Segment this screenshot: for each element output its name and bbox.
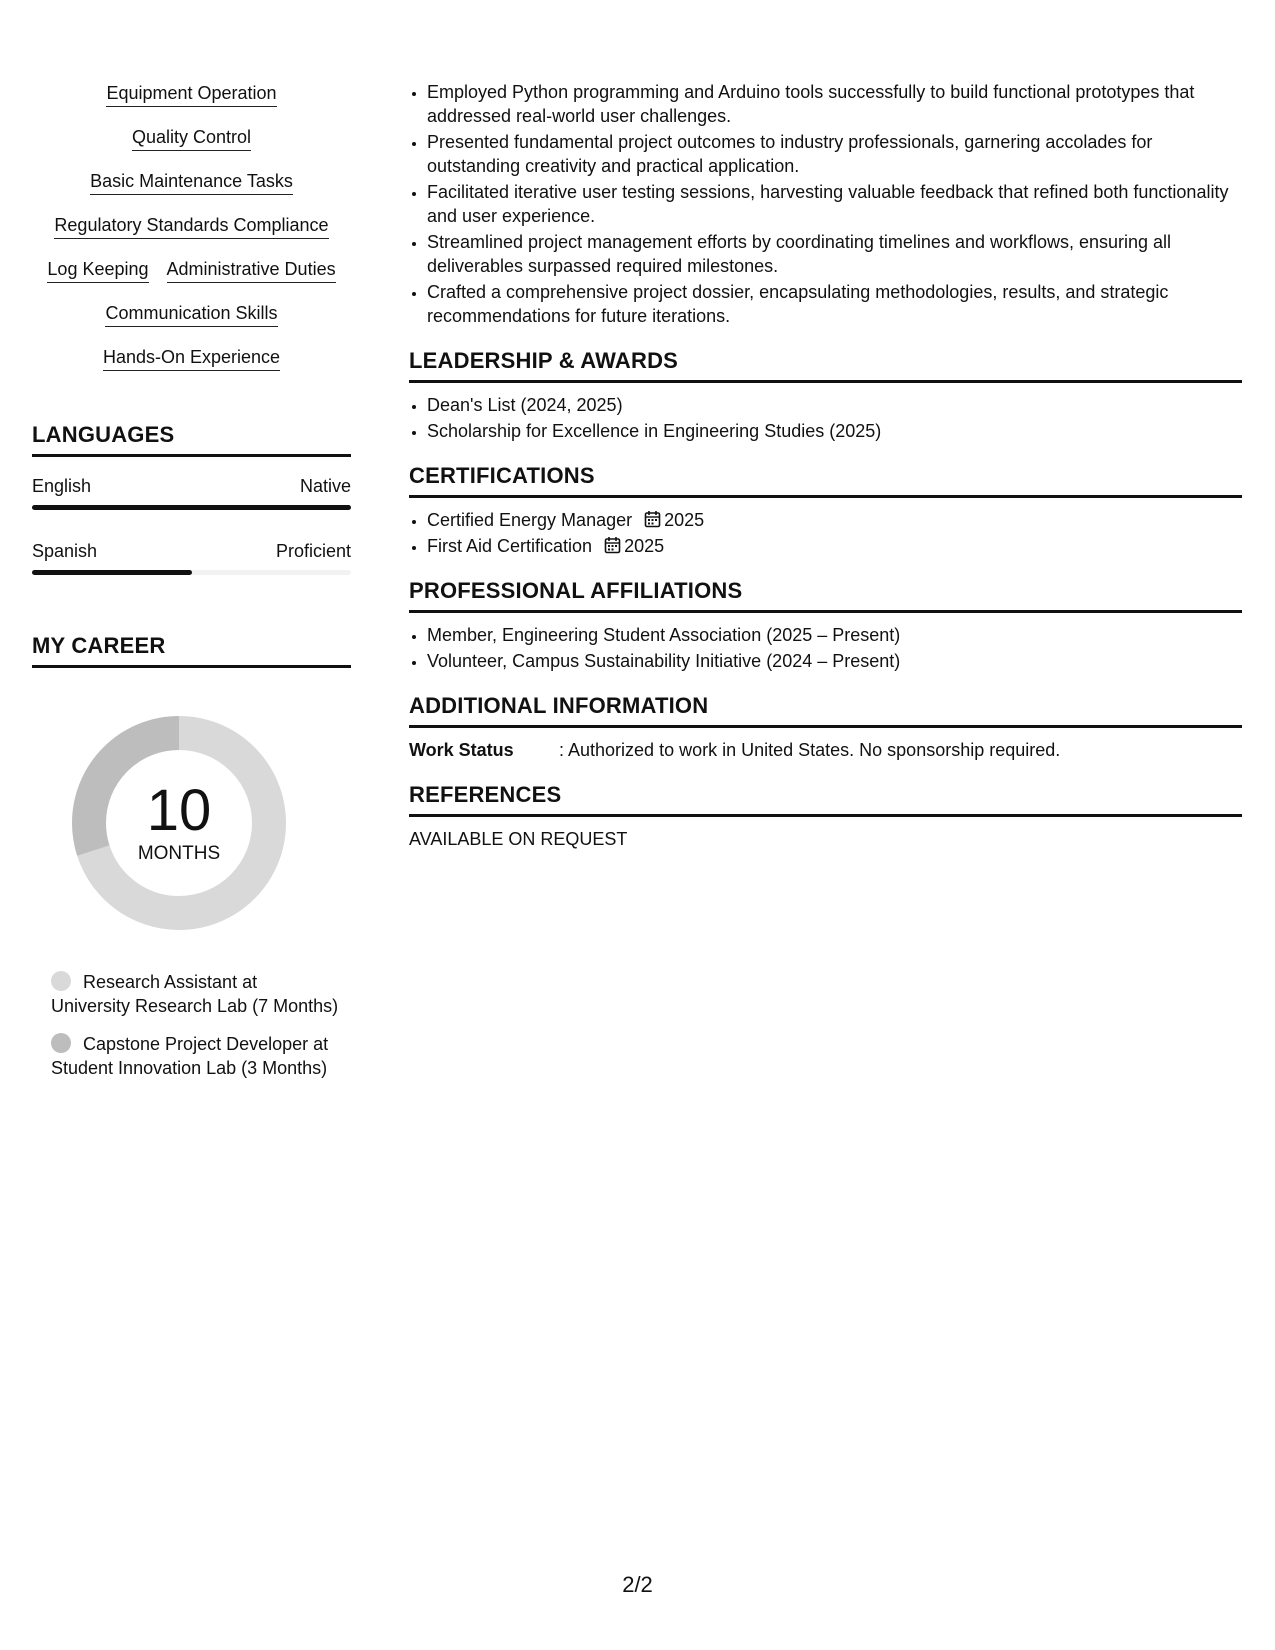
language-name: English (32, 476, 92, 496)
skill-row (132, 126, 251, 151)
language-bar (32, 505, 351, 510)
legend-dot (51, 1033, 71, 1053)
right-column (409, 80, 1242, 851)
left-column (32, 82, 351, 1094)
skill-row (105, 302, 277, 327)
certification-year: 2025 (664, 510, 705, 530)
language-item (32, 475, 351, 510)
skill-row (54, 214, 328, 239)
work-status-label: Work Status (409, 740, 514, 760)
affiliations-list (409, 623, 1242, 673)
list-item (427, 508, 1242, 532)
list-item: • Employed Python programming and Arduino tools successfully to build functional prototypes that addressed real-world user challenges. (427, 80, 1242, 128)
page-number: 2/2 (622, 1572, 653, 1597)
skill-tag: Basic Maintenance Tasks (90, 170, 293, 195)
list-item: • Presented fundamental project outcomes to industry professionals, garnering accolades for outstanding creativity and practical application. (427, 130, 1242, 178)
references-section (409, 782, 1242, 851)
languages-section (32, 422, 351, 575)
legend-label: Capstone Project Developer at Student Innovation Lab (3 Months) (51, 1034, 329, 1078)
work-status-row (409, 738, 1242, 762)
languages-title: LANGUAGES (32, 422, 351, 457)
list-item: • Crafted a comprehensive project dossier, encapsulating methodologies, results, and strategic recommendations for future iterations. (427, 280, 1242, 328)
list-item: • Facilitated iterative user testing sessions, harvesting valuable feedback that refined both functionality and user experience. (427, 180, 1242, 228)
leadership-section (409, 348, 1242, 443)
career-title: MY CAREER (32, 633, 351, 668)
leadership-title: LEADERSHIP & AWARDS (409, 348, 1242, 383)
language-bar-fill (32, 570, 192, 575)
list-item: • Volunteer, Campus Sustainability Initiative (2024 – Present) (427, 649, 1242, 673)
references-title: REFERENCES (409, 782, 1242, 817)
career-total-unit: MONTHS (137, 843, 221, 864)
career-donut-chart (66, 710, 292, 936)
language-name: Spanish (32, 541, 98, 561)
skill-tag: Communication Skills (105, 302, 277, 327)
affiliations-section (409, 578, 1242, 673)
skill-tag: Administrative Duties (167, 258, 336, 283)
skills-list (32, 82, 351, 390)
list-item: • Streamlined project management efforts by coordinating timelines and workflows, ensuring all deliverables surpassed required milestones. (427, 230, 1242, 278)
language-level: Native (299, 476, 351, 496)
legend-label: Research Assistant at University Research Lab (7 Months) (51, 972, 339, 1016)
certification-name: First Aid Certification (427, 536, 593, 556)
references-text: AVAILABLE ON REQUEST (409, 829, 628, 849)
calendar-icon (604, 536, 621, 554)
language-row (32, 540, 351, 562)
affiliations-title: PROFESSIONAL AFFILIATIONS (409, 578, 1242, 613)
language-bar-fill (32, 505, 351, 510)
career-legend (32, 970, 341, 1080)
additional-info-title: ADDITIONAL INFORMATION (409, 693, 1242, 728)
skill-row (106, 82, 276, 107)
skill-tag: Hands-On Experience (103, 346, 280, 371)
skill-tag: Equipment Operation (106, 82, 276, 107)
donut-center (66, 710, 292, 936)
skill-row (90, 170, 293, 195)
list-item: • Dean's List (2024, 2025) (427, 393, 1242, 417)
calendar-icon (644, 510, 661, 528)
additional-info-section (409, 693, 1242, 762)
language-bar (32, 570, 351, 575)
experience-bullets (409, 80, 1242, 328)
skill-tag: Quality Control (132, 126, 251, 151)
certifications-section (409, 463, 1242, 558)
legend-item (51, 970, 341, 1018)
skill-tag: Log Keeping (47, 258, 148, 283)
language-level: Proficient (275, 541, 351, 561)
certifications-list (409, 508, 1242, 558)
list-item (427, 534, 1242, 558)
certification-name: Certified Energy Manager (427, 510, 633, 530)
skill-tag: Regulatory Standards Compliance (54, 214, 328, 239)
work-status-value: : Authorized to work in United States. No sponsorship required. (559, 740, 1061, 760)
certification-year: 2025 (624, 536, 665, 556)
certifications-title: CERTIFICATIONS (409, 463, 1242, 498)
skill-row (103, 346, 280, 371)
legend-dot (51, 971, 71, 991)
language-item (32, 540, 351, 575)
leadership-list (409, 393, 1242, 443)
career-total-value: 10 (146, 778, 212, 843)
list-item: • Scholarship for Excellence in Engineering Studies (2025) (427, 419, 1242, 443)
legend-item (51, 1032, 341, 1080)
language-row (32, 475, 351, 497)
skill-row (47, 258, 335, 283)
career-section (32, 633, 351, 1080)
list-item: • Member, Engineering Student Association (2025 – Present) (427, 623, 1242, 647)
